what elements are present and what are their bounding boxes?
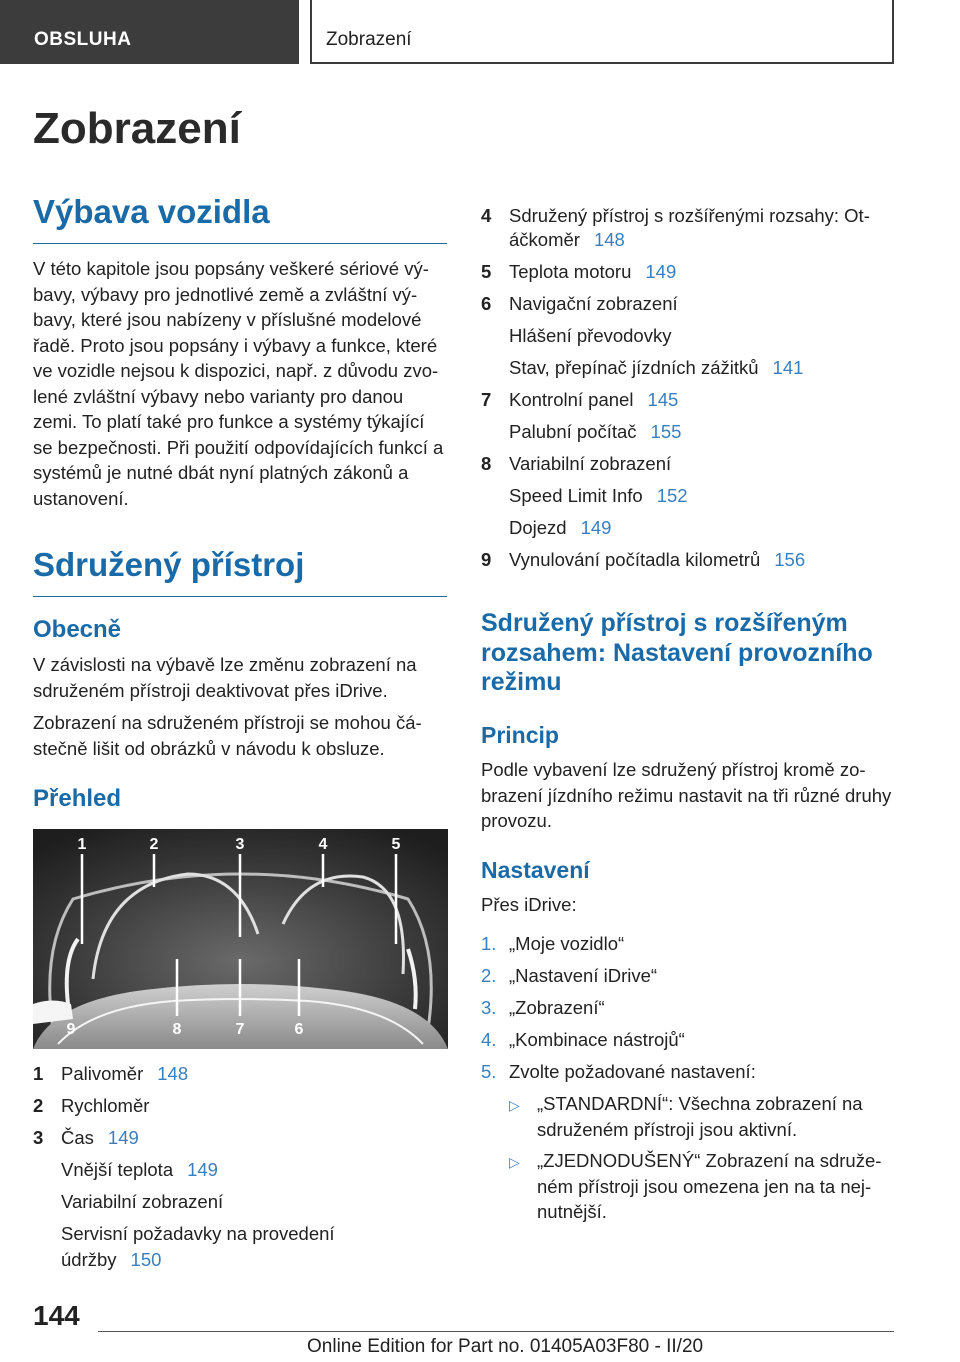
page-ref[interactable]: 149 (580, 517, 612, 538)
section-heading-vybava: Výbava vozidla (33, 193, 447, 244)
page-ref[interactable]: 148 (593, 229, 625, 250)
subheading-nastaveni: Nastavení (481, 857, 590, 883)
callout-7: 7 (235, 1021, 245, 1038)
callout-8: 8 (172, 1021, 182, 1038)
page-ref[interactable]: 149 (187, 1159, 218, 1180)
callout-6: 6 (294, 1021, 304, 1038)
page-number: 144 (33, 1300, 80, 1331)
callout-3: 3 (235, 836, 245, 853)
vybava-paragraph: V této kapitole jsou popsány veškeré sériové vý- bavy, výbavy pro jednotlivé země a zvláštní vý- bavy, které jsou nabízeny v příslušné modelové řadě. Proto jsou popsány i výbavy a funkce, které ve vozidle nejsou k dispozici, např. z důvodu zvo- lené zvláštní výbavy nebo varianty pro danou zemi. To platí také pro funkce a systémy týkající se bezpečnosti. Při použití odpovídajících funkcí a systémů je nutné dbát nyní platných zákonů a ustanovení. (33, 258, 444, 509)
callout-9: 9 (66, 1021, 76, 1038)
section-heading-sdruzeny: Sdružený přístroj (33, 546, 447, 597)
header-chapter-label: Zobrazení (326, 29, 412, 50)
obecne-paragraph-2: Zobrazení na sdruženém přístroji se mohou čá- stečně lišit od obrázků v návodu k obsluze. (33, 712, 422, 759)
page-ref[interactable]: 150 (130, 1249, 162, 1270)
callout-4: 4 (318, 836, 328, 853)
page-ref[interactable]: 149 (107, 1127, 139, 1148)
callout-1: 1 (77, 836, 87, 853)
page-ref[interactable]: 155 (650, 421, 682, 442)
subheading-obecne: Obecně (33, 616, 122, 643)
callout-2: 2 (149, 836, 159, 853)
header-chapter-tab (310, 0, 894, 64)
nastaveni-intro: Přes iDrive: (481, 894, 577, 915)
page-ref[interactable]: 145 (647, 389, 679, 410)
princip-paragraph: Podle vybavení lze sdružený přístroj kromě zo- brazení jízdního režimu nastavit na tři různé druhy provozu. (481, 759, 892, 831)
subheading-rozsireny: Sdružený přístroj s rozšířeným rozsahem: Nastavení provozního režimu (481, 609, 873, 696)
bullet-triangle-icon: ▷ (509, 1154, 520, 1170)
footer-divider (98, 1331, 894, 1332)
subheading-prehled: Přehled (33, 785, 122, 812)
page-ref[interactable]: 152 (656, 485, 688, 506)
header-section-label: OBSLUHA (34, 29, 132, 50)
footer-edition: Online Edition for Part no. 01405A03F80 - II/20 (307, 1336, 704, 1357)
header-section-tab (0, 0, 299, 64)
obecne-paragraph-1: V závislosti na výbavě lze změnu zobrazení na sdruženém přístroji deaktivovat přes iDrive. (33, 654, 417, 701)
page-ref[interactable]: 156 (774, 549, 806, 570)
page-title: Zobrazení (33, 104, 241, 153)
subheading-princip: Princip (481, 722, 559, 748)
page-ref[interactable]: 149 (645, 261, 677, 282)
instrument-cluster-image (33, 829, 448, 1049)
callout-5: 5 (391, 836, 401, 853)
bullet-triangle-icon: ▷ (509, 1097, 520, 1113)
page-ref[interactable]: 141 (772, 357, 804, 378)
page-ref[interactable]: 148 (157, 1063, 189, 1084)
